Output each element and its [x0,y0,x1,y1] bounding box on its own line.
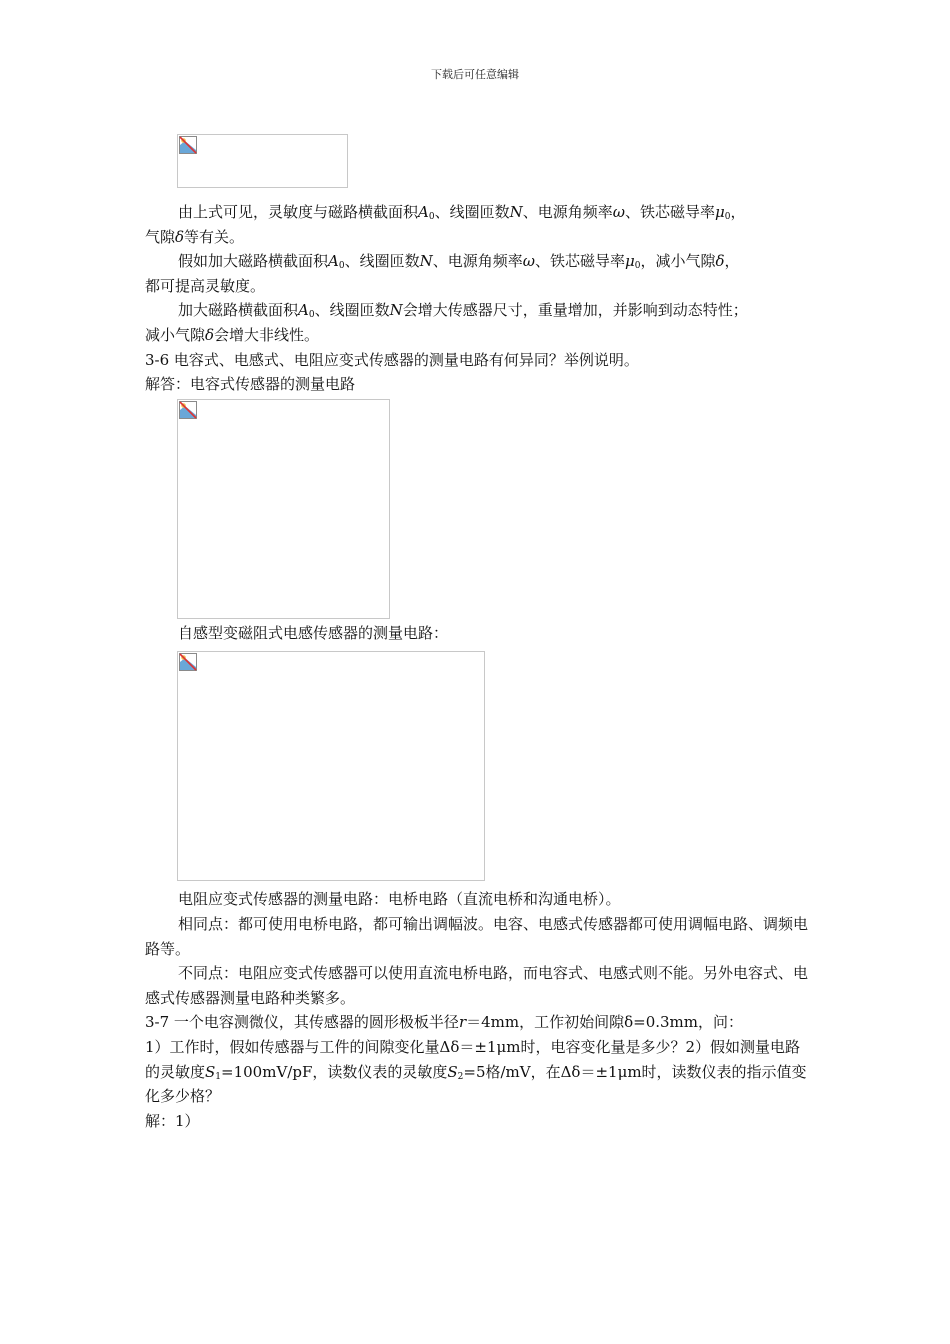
formula-image [177,134,348,188]
question-3-6: 3-6 电容式、电感式、电阻应变式传感器的测量电路有何异同？举例说明。 [145,350,639,369]
paragraph-increase: 假如加大磁路横截面积$A_0$、线圈匝数N、电源角频率ω、铁芯磁导率$\mu_0$，减小气隙δ， 都可提高灵敏度。 [145,252,740,295]
solution-start: 解：1） [145,1111,200,1130]
broken-image-icon [179,653,197,671]
strain-circuit-text: 电阻应变式传感器的测量电路：电桥电路（直流电桥和沟通电桥）。 [178,890,621,909]
document-body [145,134,810,1133]
inductive-circuit-caption: 自感型变磁阻式电感传感器的测量电路： [178,623,449,642]
question-3-7: 3-7 一个电容测微仪，其传感器的圆形极板半径r＝4mm，工作初始间隙δ=0.3mm，问： 1）工作时，假如传感器与工件的间隙变化量Δδ＝±1μm时，电容变化量是多少？2）假如测量电路的灵敏度$S_1=100mV/pF$，读数仪表的灵敏度$S_2=5$格/mV，在Δδ＝±1μm时，读数仪表的指示值变化多少格？ [145,1013,807,1106]
broken-image-icon [179,401,197,419]
paragraph-sensitivity: 由上式可见，灵敏度与磁路横截面积$A_0$、线圈匝数N、电源角频率ω、铁芯磁导率$\mu_0$， 气隙δ等有关。 [145,203,746,246]
broken-image-icon [179,136,197,154]
differences-text: 不同点：电阻应变式传感器可以使用直流电桥电路，而电容式、电感式则不能。另外电容式、电感式传感器测量电路种类繁多。 [145,964,809,1007]
capacitive-circuit-image [177,399,390,619]
page-header: 下载后可任意编辑 [431,68,519,81]
paragraph-tradeoff: 加大磁路横截面积$A_0$、线圈匝数N会增大传感器尺寸，重量增加，并影响到动态特性； 减小气隙δ会增大非线性。 [145,301,748,344]
similarities-text: 相同点：都可使用电桥电路，都可输出调幅波。电容、电感式传感器都可使用调幅电路、调频电路等。 [145,914,809,958]
inductive-circuit-image [177,651,485,881]
answer-3-6: 解答：电容式传感器的测量电路 [145,375,356,394]
